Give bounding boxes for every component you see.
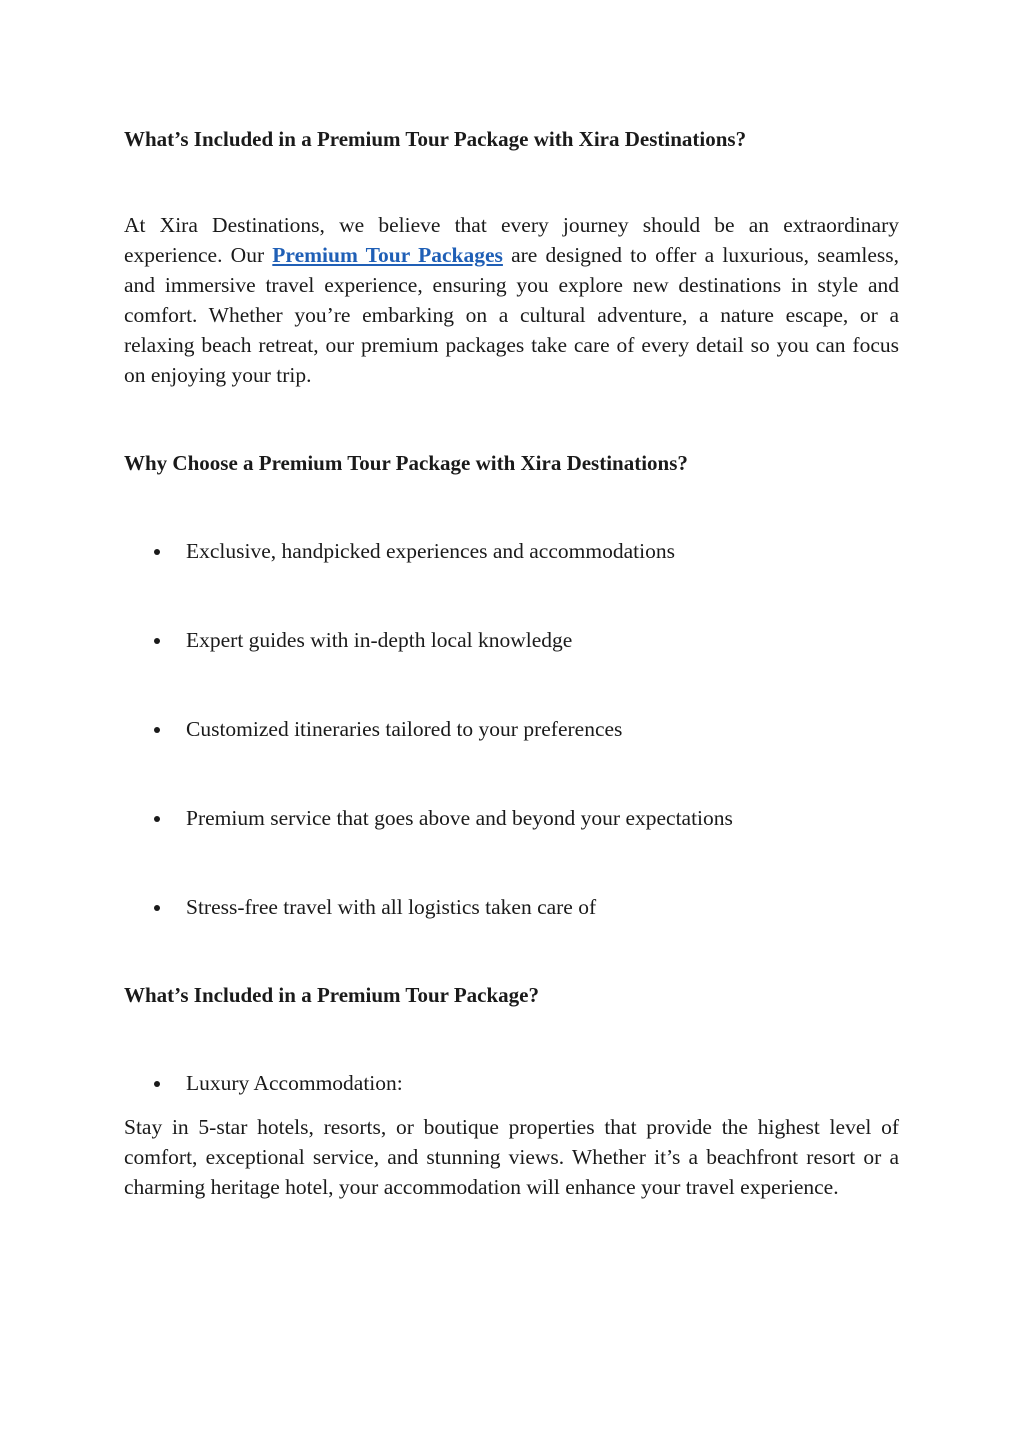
heading-whats-included-xira: What’s Included in a Premium Tour Package with Xira Destinations? [124,127,747,151]
intro-paragraph [124,210,899,390]
list-item-text: Stress-free travel with all logistics taken care of [186,895,597,919]
list-item-text: Luxury Accommodation: [186,1071,403,1095]
list-item-text: Premium service that goes above and beyond your expectations [186,806,733,830]
list-item-text: Customized itineraries tailored to your preferences [186,717,623,741]
list-item-text: Exclusive, handpicked experiences and accommodations [186,539,675,563]
bullet-icon [154,549,160,555]
bullet-icon [154,816,160,822]
bullet-icon [154,727,160,733]
premium-tour-packages-link[interactable]: Premium Tour Packages [272,243,503,267]
intro-text-after-link: are designed to offer a luxurious, seamless, and immersive travel experience, ensuring you explore new destinations in style and comfort. Whether you’re embarking on a cultural adventure, a nature escape, or a relaxing beach retreat, our premium packages take care of every detail so you can focus on enjoying your trip. [124,243,899,387]
heading-why-choose: Why Choose a Premium Tour Package with Xira Destinations? [124,451,688,475]
bullet-icon [154,1081,160,1087]
list-item-text: Expert guides with in-depth local knowledge [186,628,573,652]
bullet-icon [154,638,160,644]
accommodation-paragraph: Stay in 5-star hotels, resorts, or boutique properties that provide the highest level of comfort, exceptional service, and stunning views. Whether it’s a beachfront resort or a charming heritage hotel, your accommodation will enhance your travel experience. [124,1115,899,1199]
heading-whats-included: What’s Included in a Premium Tour Package? [124,983,539,1007]
intro-text-before-link: At Xira Destinations, we believe that every journey should be an extraordinary experience. Our [124,213,899,267]
bullet-icon [154,905,160,911]
